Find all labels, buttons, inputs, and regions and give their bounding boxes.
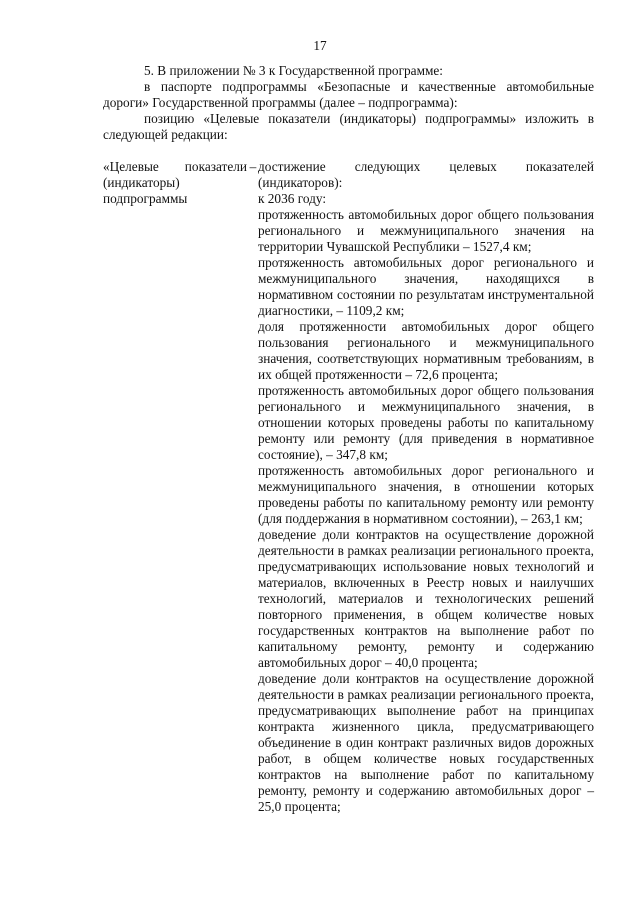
indicator-item: доведение доли контрактов на осуществление дорожной деятельности в рамках реализации регионального проекта, предусматривающих выполнение работ на принципах контракта жизненного цикла, предусматривающего объединение в один контракт различных видов дорожных работ, в общем количестве новых государственных контрактов на выполнение работ по капитальному ремонту, ремонту и содержанию автомобильных дорог – 25,0 процента; — [258, 671, 594, 814]
indicator-item: к 2036 году: — [258, 191, 327, 206]
position-label: «Целевые показатели (индикаторы) подпрограммы — [103, 159, 247, 206]
indicator-list — [258, 159, 594, 815]
indicator-item: протяженность автомобильных дорог регионального и межмуниципального значения, в отношении которых проведены работы по капитальному ремонту или ремонту (для поддержания в нормативном состоянии), – 263,1 км; — [258, 463, 594, 526]
intro-text — [103, 63, 594, 143]
intro-paragraph: позицию «Целевые показатели (индикаторы) подпрограммы» изложить в следующей редакции: — [103, 111, 594, 142]
indicator-item: достижение следующих целевых показателей (индикаторов): — [258, 159, 594, 190]
indicator-item: протяженность автомобильных дорог общего пользования регионального и межмуниципального значения на территории Чувашской Республики – 1527,4 км; — [258, 207, 594, 254]
intro-paragraph: в паспорте подпрограммы «Безопасные и качественные автомобильные дороги» Государственной программы (далее – подпрограмма): — [103, 79, 594, 110]
indicator-item: доведение доли контрактов на осуществление дорожной деятельности в рамках реализации регионального проекта, предусматривающих использование новых технологий и материалов, включенных в Реестр новых и наилучших технологий, материалов и технологических решений повторного применения, в общем количестве новых государственных контрактов на выполнение работ по капитальному ремонту, ремонту и содержанию автомобильных дорог – 40,0 процента; — [258, 527, 594, 670]
position-dash: – — [249, 159, 257, 174]
indicator-item: протяженность автомобильных дорог общего пользования регионального и межмуниципального значения, в отношении которых проведены работы по капитальному ремонту или ремонту (для приведения в нормативное состояние), – 347,8 км; — [258, 383, 594, 462]
indicator-item: доля протяженности автомобильных дорог общего пользования регионального и межмуниципального значения, соответствующих нормативным требованиям, в их общей протяженности – 72,6 процента; — [258, 319, 594, 382]
indicator-item: протяженность автомобильных дорог регионального и межмуниципального значения, находящихся в нормативном состоянии по результатам инструментальной диагностики, – 1109,2 км; — [258, 255, 594, 318]
intro-paragraph: 5. В приложении № 3 к Государственной программе: — [144, 63, 444, 78]
page-number: 17 — [313, 38, 327, 53]
